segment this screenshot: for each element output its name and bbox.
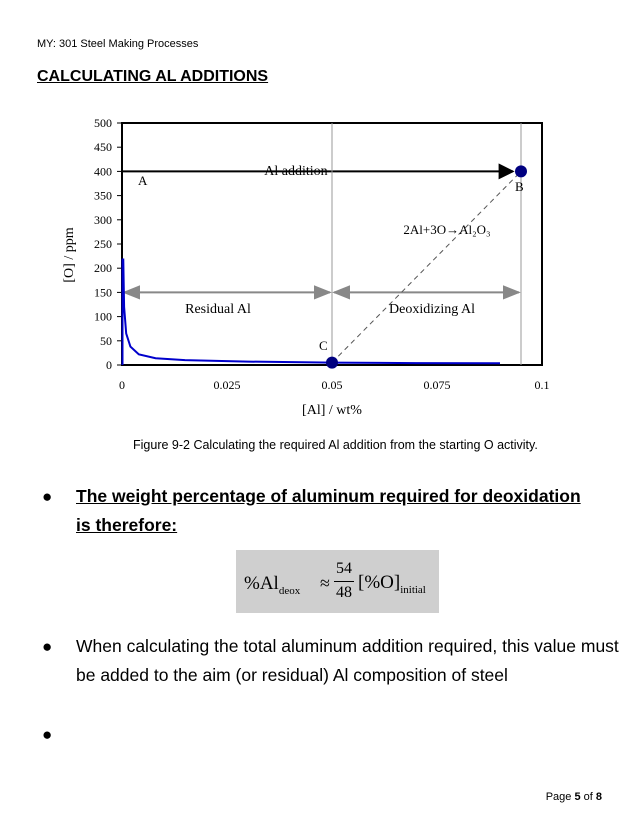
y-tick-label: 0 xyxy=(106,358,112,372)
y-tick-label: 500 xyxy=(94,116,112,130)
annotation-al-addition: Al addition xyxy=(264,164,328,179)
y-tick-label: 400 xyxy=(94,164,112,179)
bullet-dot: ● xyxy=(42,487,53,506)
point-c-marker xyxy=(326,357,338,369)
equation-lhs: $\%Al_{deox}$ xyxy=(244,573,301,597)
bullet-text-total-addition: When calculating the total aluminum addition required, this value must be added to the aim (or residual) Al composition of steel xyxy=(76,636,619,685)
stoichiometry-line xyxy=(332,171,521,362)
equation-fraction-bar xyxy=(334,581,354,582)
y-tick-label: 200 xyxy=(94,261,112,276)
equation-lhs-subscript: deox xyxy=(278,584,301,597)
y-tick-label: 300 xyxy=(94,212,112,227)
annotation-point-c: C xyxy=(319,338,328,353)
annotation-deoxidizing-al: Deoxidizing Al xyxy=(389,302,475,317)
point-b-marker xyxy=(515,165,527,177)
y-tick-label: 100 xyxy=(94,309,112,324)
deox-equation xyxy=(236,550,439,613)
annotation-point-b: B xyxy=(515,179,524,194)
y-tick-label: 150 xyxy=(94,285,112,300)
chart-y-axis-label: [O] / ppm xyxy=(62,227,77,283)
x-tick-label: 0 xyxy=(119,378,125,392)
y-tick-label: 450 xyxy=(94,140,112,155)
annotation-residual-al: Residual Al xyxy=(185,302,251,317)
annotation-reaction: 2Al+3O→Al₂O₃ xyxy=(403,222,491,237)
equation-approx-sign: ≈ xyxy=(320,573,330,593)
al-addition-chart xyxy=(55,105,575,425)
equation-denominator: 48 xyxy=(336,584,352,601)
running-header: MY: 301 Steel Making Processes xyxy=(37,38,199,50)
annotation-point-a: A xyxy=(138,173,148,188)
bullet-dot: ● xyxy=(42,725,53,744)
y-tick-label: 50 xyxy=(100,333,112,348)
equation-numerator: 54 xyxy=(336,560,352,577)
x-tick-label: 0.05 xyxy=(321,378,343,392)
page-current: 5 xyxy=(574,791,581,803)
figure-caption: Figure 9-2 Calculating the required Al addition from the starting O activity. xyxy=(133,438,538,452)
y-tick-label: 250 xyxy=(94,237,112,251)
x-tick-label: 0.1 xyxy=(534,378,550,392)
page-total: 8 xyxy=(595,791,602,803)
bullet-text-al-requirement: The weight percentage of aluminum required for deoxidation is therefore: xyxy=(76,486,581,535)
bullet-item-al-requirement xyxy=(40,482,596,540)
x-tick-label: 0.075 xyxy=(423,378,451,392)
equation-rhs-subscript: initial xyxy=(400,583,426,596)
page-number: Page 5 of 8 xyxy=(545,791,602,803)
bullet-dot: ● xyxy=(42,637,53,656)
chart-x-axis-label: [Al] / wt% xyxy=(302,403,362,418)
bullet-item-total-addition xyxy=(40,632,636,690)
equation-rhs: $[\%O]_{initial}$ xyxy=(358,572,426,596)
section-title: CALCULATING AL ADDITIONS xyxy=(37,68,269,85)
y-tick-label: 350 xyxy=(94,188,112,203)
x-tick-label: 0.025 xyxy=(213,378,241,392)
